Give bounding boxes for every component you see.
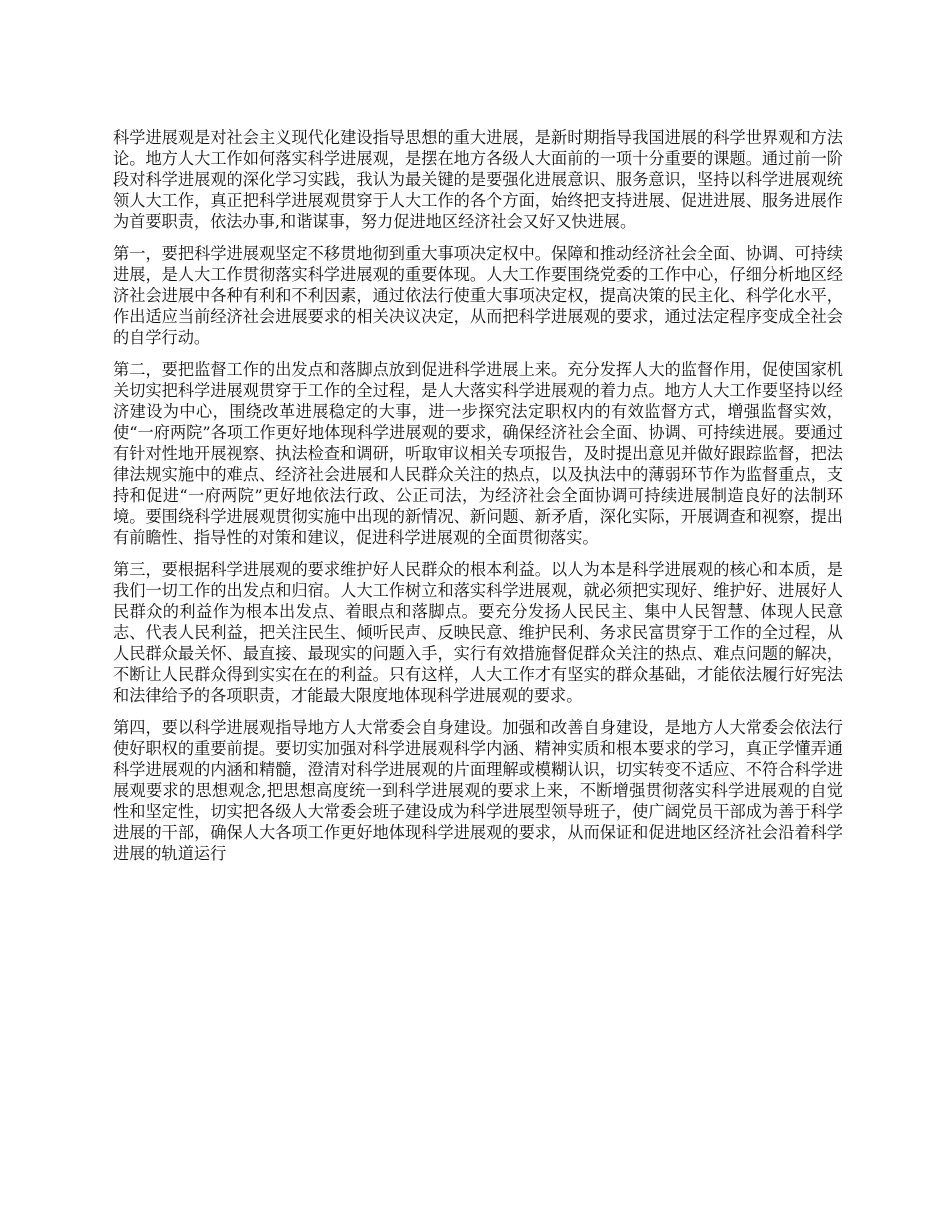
paragraph-second: 第二，要把监督工作的出发点和落脚点放到促进科学进展上来。充分发挥人大的监督作用，促使国家机关切实把科学进展观贯穿于工作的全过程，是人大落实科学进展观的着力点。地方人大工作要坚持以经济建设为中心，围绕改革进展稳定的大事，进一步探究法定职权内的有效监督方式，增强监督实效，使“一府两院”各项工作更好地体现科学进展观的要求，确保经济社会全面、协调、可持续进展。要通过有针对性地开展视察、执法检查和调研，听取审议相关专项报告，及时提出意见并做好跟踪监督，把法律法规实施中的难点、经济社会进展和人民群众关注的热点，以及执法中的薄弱环节作为监督重点，支持和促进“一府两院”更好地依法行政、公正司法，为经济社会全面协调可持续进展制造良好的法制环境。要围绕科学进展观贯彻实施中出现的新情况、新问题、新矛盾，深化实际，开展调查和视察，提出有前瞻性、指导性的对策和建议，促进科学进展观的全面贯彻落实。 — [113, 360, 843, 547]
paragraph-intro: 科学进展观是对社会主义现代化建设指导思想的重大进展，是新时期指导我国进展的科学世界观和方法论。地方人大工作如何落实科学进展观，是摆在地方各级人大面前的一项十分重要的课题。通过前一阶段对科学进展观的深化学习实践，我认为最关键的是要强化进展意识、服务意识，坚持以科学进展观统领人大工作，真正把科学进展观贯穿于人大工作的各个方面，始终把支持进展、促进进展、服务进展作为首要职责，依法办事,和谐谋事，努力促进地区经济社会又好又快进展。 — [113, 128, 843, 231]
paragraph-fourth: 第四，要以科学进展观指导地方人大常委会自身建设。加强和改善自身建设，是地方人大常委会依法行使好职权的重要前提。要切实加强对科学进展观科学内涵、精神实质和根本要求的学习，真正学懂弄通科学进展观的内涵和精髓，澄清对科学进展观的片面理解或模糊认识，切实转变不适应、不符合科学进展观要求的思想观念,把思想高度统一到科学进展观的要求上来，不断增强贯彻落实科学进展观的自觉性和坚定性，切实把各级人大常委会班子建设成为科学进展型领导班子，使广阔党员干部成为善于科学进展的干部，确保人大各项工作更好地体现科学进展观的要求，从而保证和促进地区经济社会沿着科学进展的轨道运行 — [113, 718, 843, 863]
document-body — [113, 127, 843, 875]
paragraph-third: 第三，要根据科学进展观的要求维护好人民群众的根本利益。以人为本是科学进展观的核心和本质，是我们一切工作的出发点和归宿。人大工作树立和落实科学进展观，就必须把实现好、维护好、进展好人民群众的利益作为根本出发点、着眼点和落脚点。要充分发扬人民民主、集中人民智慧、体现人民意志、代表人民利益，把关注民生、倾听民声、反映民意、维护民利、务求民富贯穿于工作的全过程，从人民群众最关怀、最直接、最现实的问题入手，实行有效措施督促群众关注的热点、难点问题的解决，不断让人民群众得到实实在在的利益。只有这样，人大工作才有坚实的群众基础，才能依法履行好宪法和法律给予的各项职责，才能最大限度地体现科学进展观的要求。 — [113, 560, 843, 705]
paragraph-first: 第一，要把科学进展观坚定不移贯地彻到重大事项决定权中。保障和推动经济社会全面、协调、可持续进展，是人大工作贯彻落实科学进展观的重要体现。人大工作要围绕党委的工作中心，仔细分析地区经济社会进展中各种有利和不利因素，通过依法行使重大事项决定权，提高决策的民主化、科学化水平，作出适应当前经济社会进展要求的相关决议决定，从而把科学进展观的要求，通过法定程序变成全社会的自学行动。 — [113, 244, 843, 347]
